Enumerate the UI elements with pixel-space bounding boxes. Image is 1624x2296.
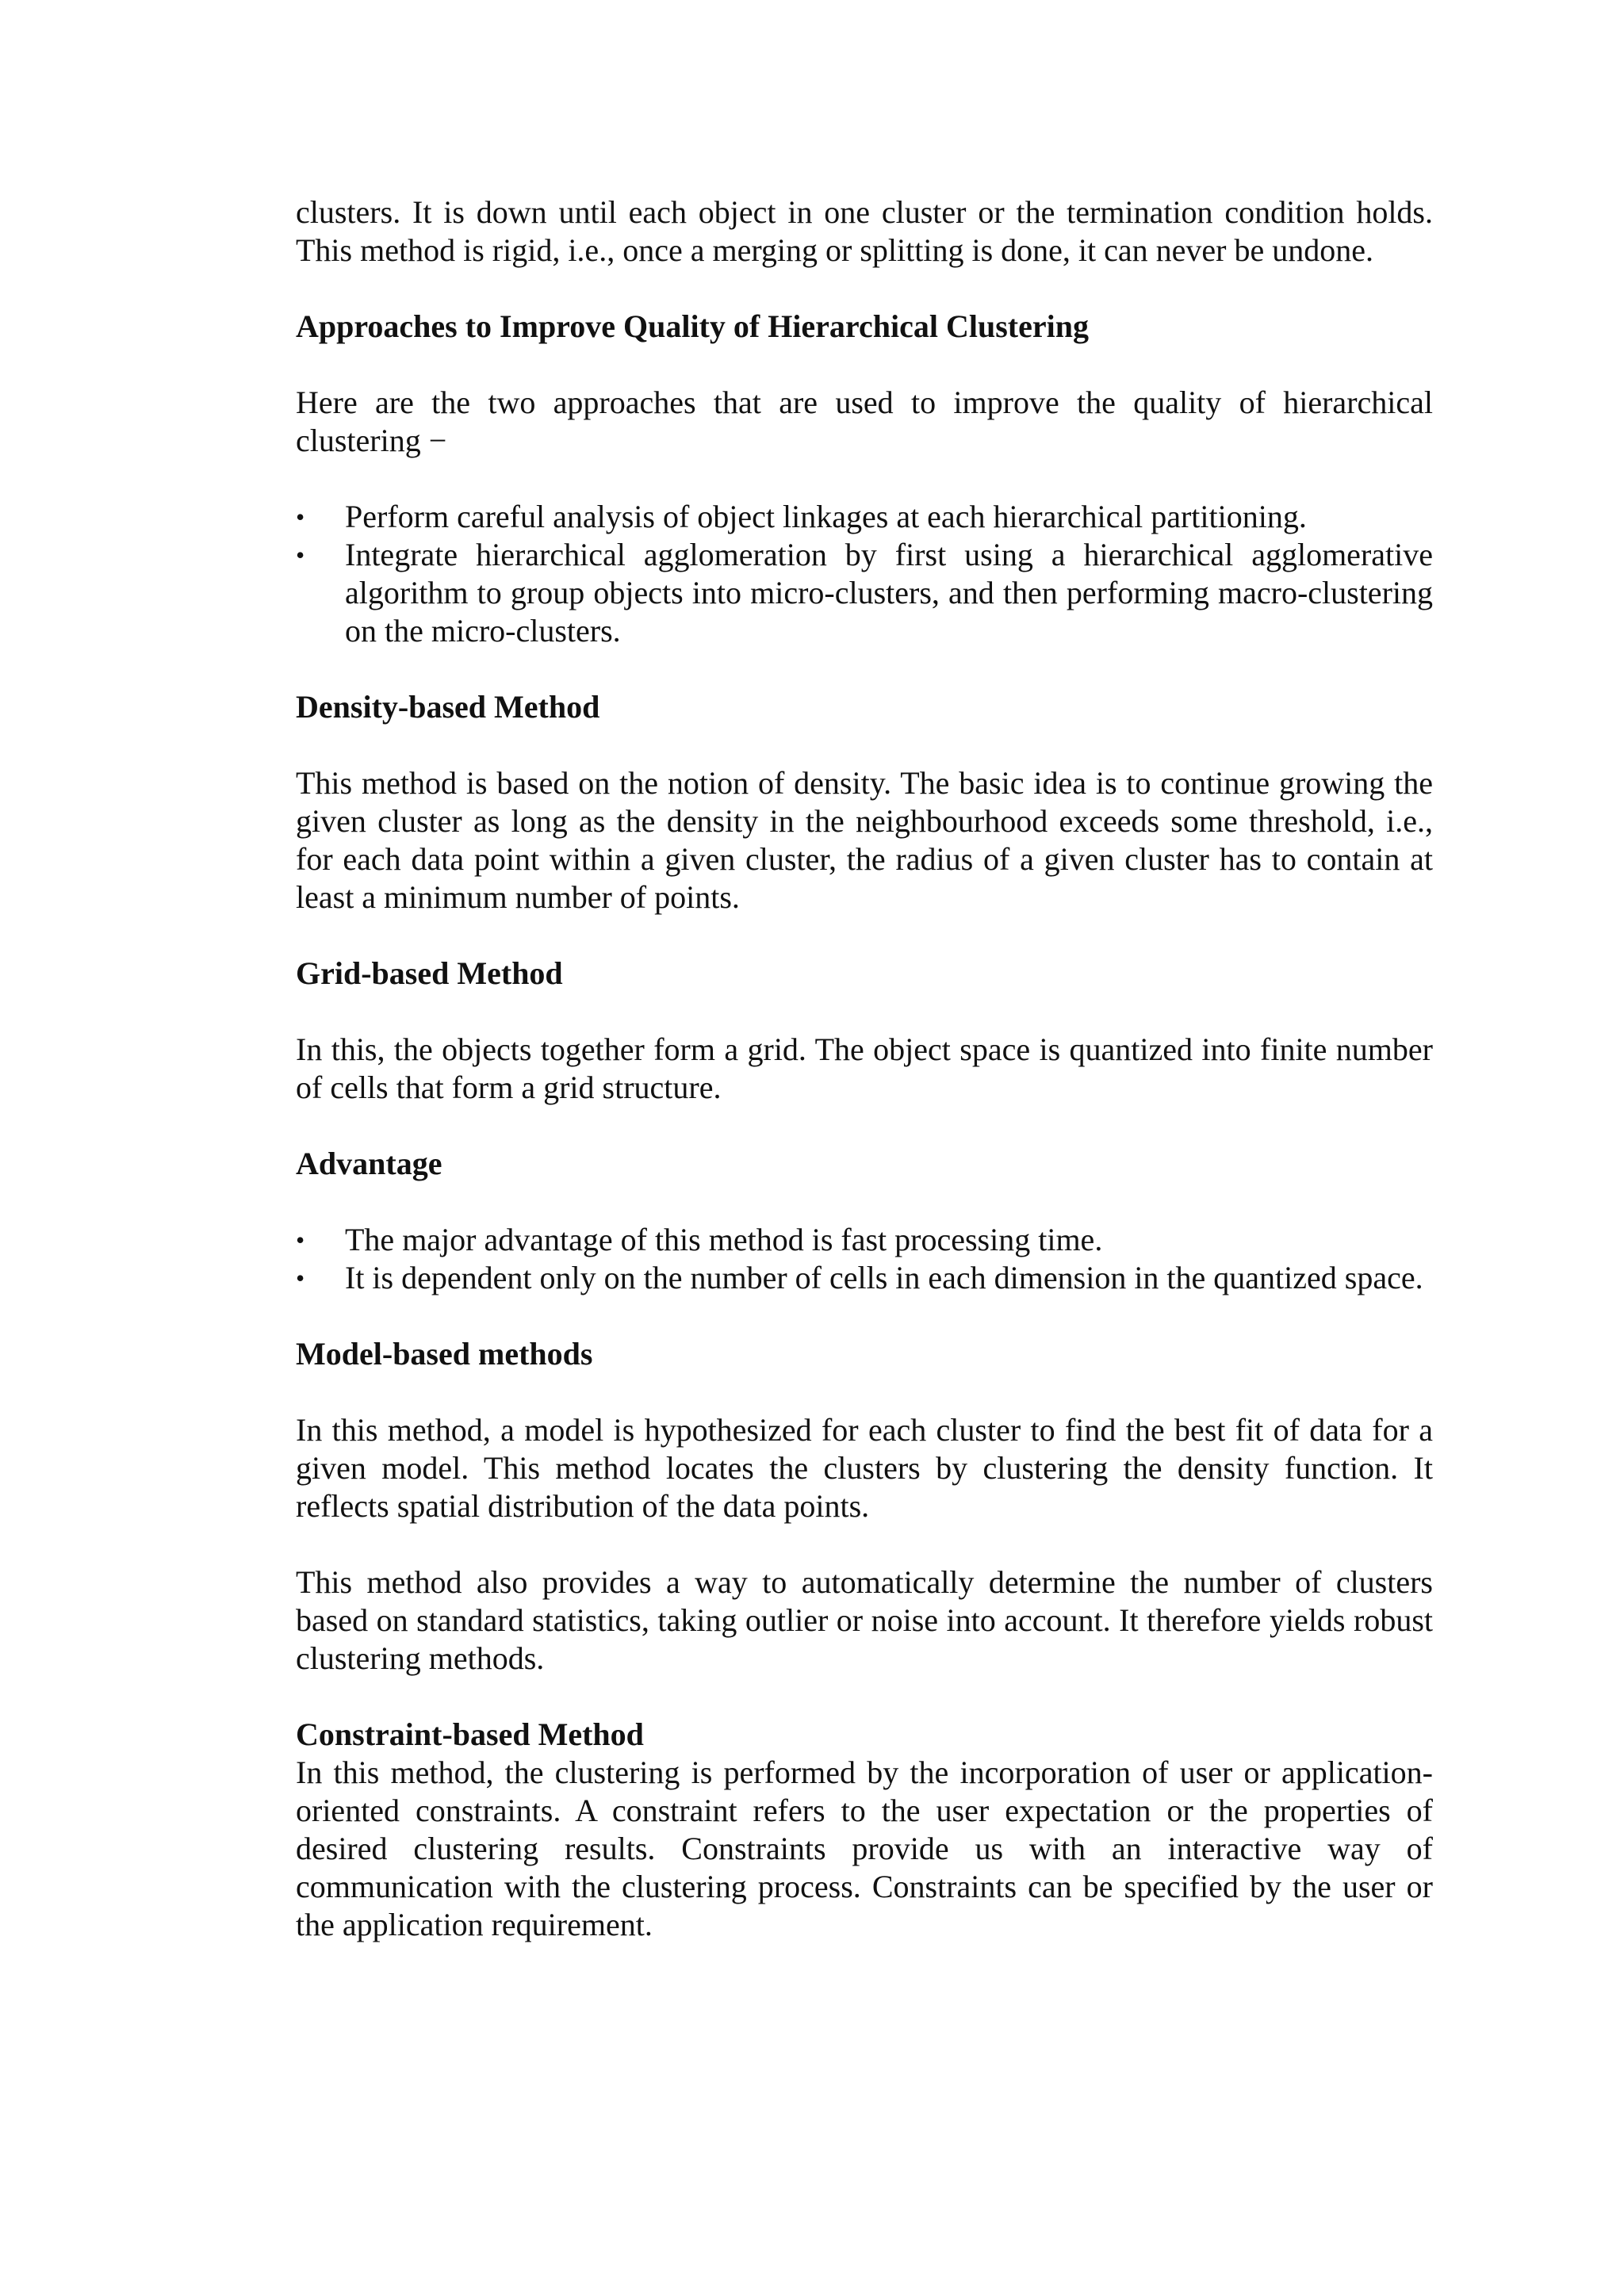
heading-advantage: Advantage [296,1146,442,1181]
advantage-list [296,1221,1433,1297]
constraint-paragraph: In this method, the clustering is performed by the incorporation of user or application-oriented constraints. A constraint refers to the user expectation or the properties of desired clustering results. Constraints provide us with an interactive way of communication with the clustering process. Constraints can be specified by the user or the application requirement. [296,1755,1433,1942]
heading-grid: Grid-based Method [296,955,563,991]
heading-density: Density-based Method [296,689,600,725]
heading-model: Model-based methods [296,1336,593,1372]
model-paragraph-1: In this method, a model is hypothesized for each cluster to find the best fit of data for a given model. This method locates the clusters by clustering the density function. It reflects spatial distribution of the data points. [296,1412,1433,1524]
list-item: • Integrate hierarchical agglomeration by first using a hierarchical agglomerative algorithm to group objects into micro-clusters, and then performing macro-clustering on the micro-clusters. [296,536,1433,650]
list-item: • Perform careful analysis of object linkages at each hierarchical partitioning. [296,498,1433,536]
model-paragraph-2: This method also provides a way to automatically determine the number of clusters based on standard statistics, taking outlier or noise into account. It therefore yields robust clustering methods. [296,1564,1433,1676]
approaches-list [296,498,1433,650]
grid-paragraph: In this, the objects together form a grid. The object space is quantized into finite number of cells that form a grid structure. [296,1031,1433,1105]
intro-paragraph: clusters. It is down until each object in one cluster or the termination condition holds. This method is rigid, i.e., once a merging or splitting is done, it can never be undone. [296,194,1433,268]
document-page [296,193,1433,1944]
list-item: • The major advantage of this method is fast processing time. [296,1221,1433,1259]
approaches-paragraph: Here are the two approaches that are used to improve the quality of hierarchical clustering − [296,385,1433,458]
heading-approaches: Approaches to Improve Quality of Hierarchical Clustering [296,308,1089,344]
heading-constraint: Constraint-based Method [296,1716,644,1752]
density-paragraph: This method is based on the notion of density. The basic idea is to continue growing the given cluster as long as the density in the neighbourhood exceeds some threshold, i.e., for each data point within a given cluster, the radius of a given cluster has to contain at least a minimum number of points. [296,765,1433,915]
list-item: • It is dependent only on the number of cells in each dimension in the quantized space. [296,1259,1433,1297]
